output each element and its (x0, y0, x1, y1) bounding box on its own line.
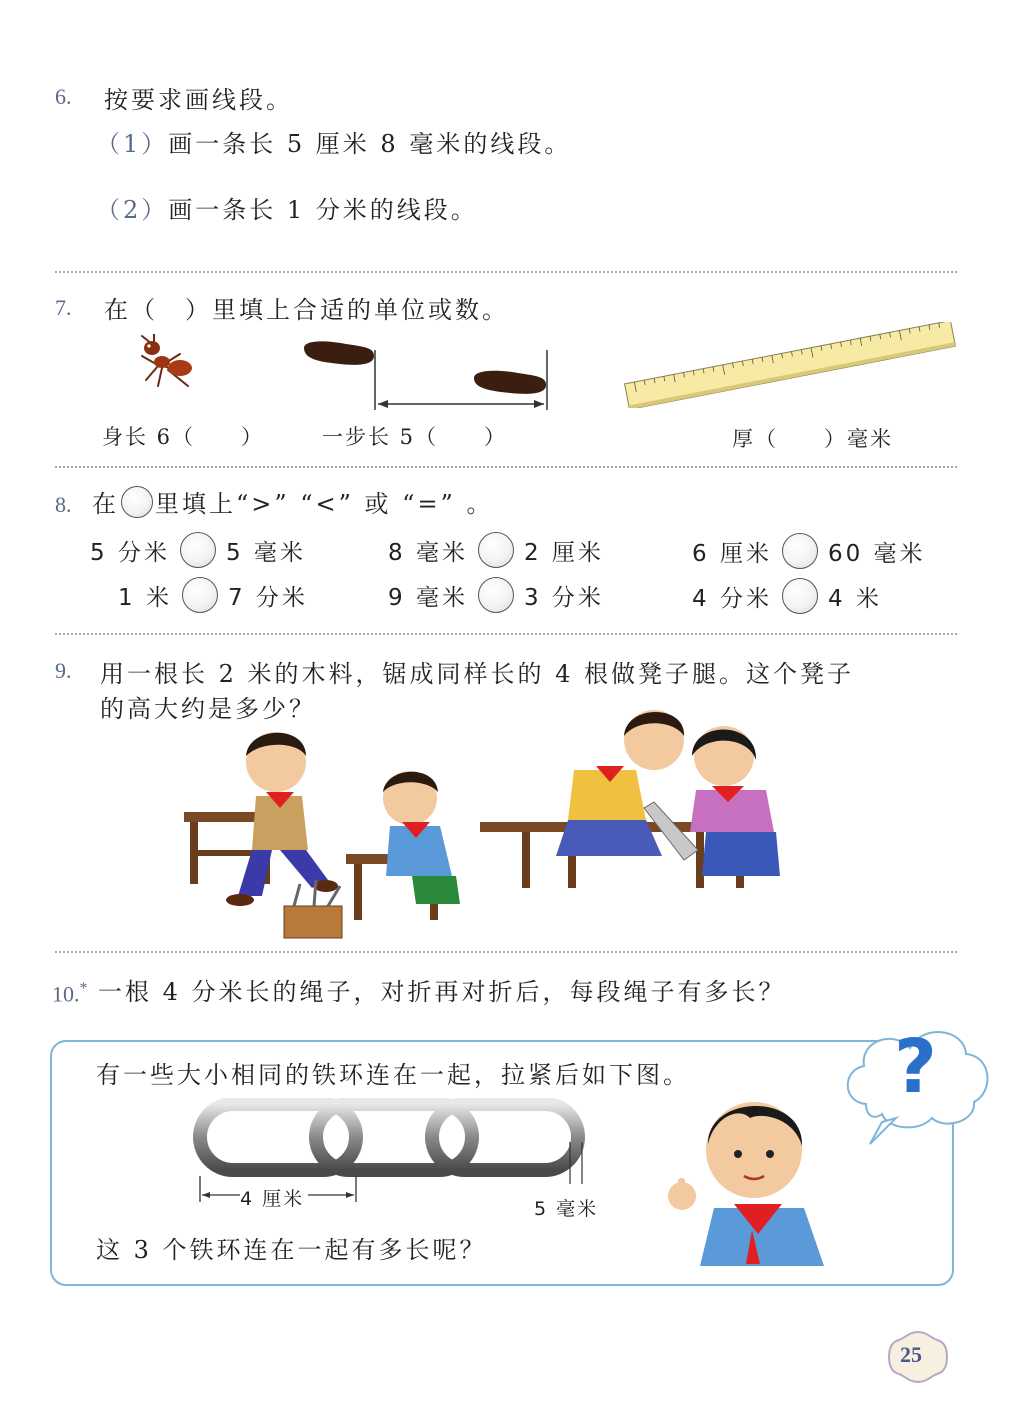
compare-item-3 (692, 533, 926, 569)
q6-prompt: 按要求画线段。 (104, 86, 293, 114)
q7-number: 7. (55, 295, 72, 320)
separator-4 (55, 951, 957, 953)
q8-blank-circle-example (121, 486, 153, 518)
answer-circle[interactable] (478, 532, 514, 568)
separator-2 (55, 466, 957, 468)
answer-circle[interactable] (180, 532, 216, 568)
q8-number: 8. (55, 492, 72, 517)
compare-left: 4 分米 (692, 585, 772, 612)
compare-right: 7 分米 (227, 584, 308, 611)
compare-right: 4 米 (827, 585, 882, 612)
woodworking-illustration (176, 700, 816, 944)
ruler-illustration (620, 322, 960, 408)
compare-item-5 (388, 577, 604, 613)
compare-left: 6 厘米 (692, 540, 772, 567)
q6-number: 6. (55, 84, 72, 109)
compare-left: 8 毫米 (388, 539, 468, 566)
separator-1 (55, 271, 957, 273)
q6-sub2-text: 画一条长 1 分米的线段。 (168, 196, 478, 224)
q10-star: * (79, 980, 88, 997)
q6-sub1-label: （1） (96, 130, 169, 158)
thinking-boy-illustration (654, 1084, 840, 1266)
q8-prompt-start: 在 (92, 490, 119, 518)
q7-prompt: 在（ ）里填上合适的单位或数。 (104, 296, 509, 324)
separator-3 (55, 633, 957, 635)
answer-circle[interactable] (182, 577, 218, 613)
compare-item-2 (388, 532, 604, 568)
q6-sub2 (96, 190, 478, 225)
q8-prompt (92, 484, 493, 519)
ruler-caption: 厚（ ）毫米 (732, 427, 893, 451)
compare-right: 5 毫米 (225, 539, 306, 566)
answer-circle[interactable] (782, 533, 818, 569)
q8-prompt-end: 里填上“>” “<” 或 “=” 。 (155, 490, 494, 518)
puzzle-text: 有一些大小相同的铁环连在一起，拉紧后如下图。 (96, 1061, 690, 1089)
q9-number: 9. (55, 658, 72, 683)
q10-number (52, 980, 88, 1007)
answer-circle[interactable] (782, 578, 818, 614)
q9-line2: 的高大约是多少？ (100, 695, 316, 723)
q10-num: 10. (52, 981, 80, 1007)
question-mark-icon: ? (894, 1024, 937, 1110)
q9-line1: 用一根长 2 米的木料，锯成同样长的 4 根做凳子腿。这个凳子 (100, 660, 855, 688)
q6-sub1-text: 画一条长 5 厘米 8 毫米的线段。 (168, 130, 572, 158)
compare-left: 1 米 (118, 584, 172, 611)
q10-prompt: 一根 4 分米长的绳子，对折再对折后，每段绳子有多长？ (98, 978, 786, 1006)
compare-left: 5 分米 (90, 539, 170, 566)
puzzle-question: 这 3 个铁环连在一起有多长呢？ (96, 1236, 487, 1264)
answer-circle[interactable] (478, 577, 514, 613)
compare-item-4 (118, 577, 308, 613)
ant-caption: 身长 6（ ） (102, 425, 265, 449)
step-illustration (296, 336, 558, 414)
step-caption: 一步长 5（ ） (322, 425, 508, 449)
ring-width-label: 4 厘米 (240, 1188, 305, 1210)
compare-left: 9 毫米 (388, 584, 468, 611)
compare-right: 2 厘米 (523, 539, 604, 566)
ring-thickness-label: 5 毫米 (534, 1198, 599, 1220)
compare-item-6 (692, 578, 882, 614)
page-number: 25 (900, 1342, 922, 1367)
ant-illustration (128, 334, 204, 394)
q6-sub1 (96, 124, 571, 159)
q6-sub2-label: （2） (96, 196, 169, 224)
compare-right: 60 毫米 (827, 540, 926, 567)
compare-right: 3 分米 (523, 584, 604, 611)
compare-item-1 (90, 532, 306, 568)
